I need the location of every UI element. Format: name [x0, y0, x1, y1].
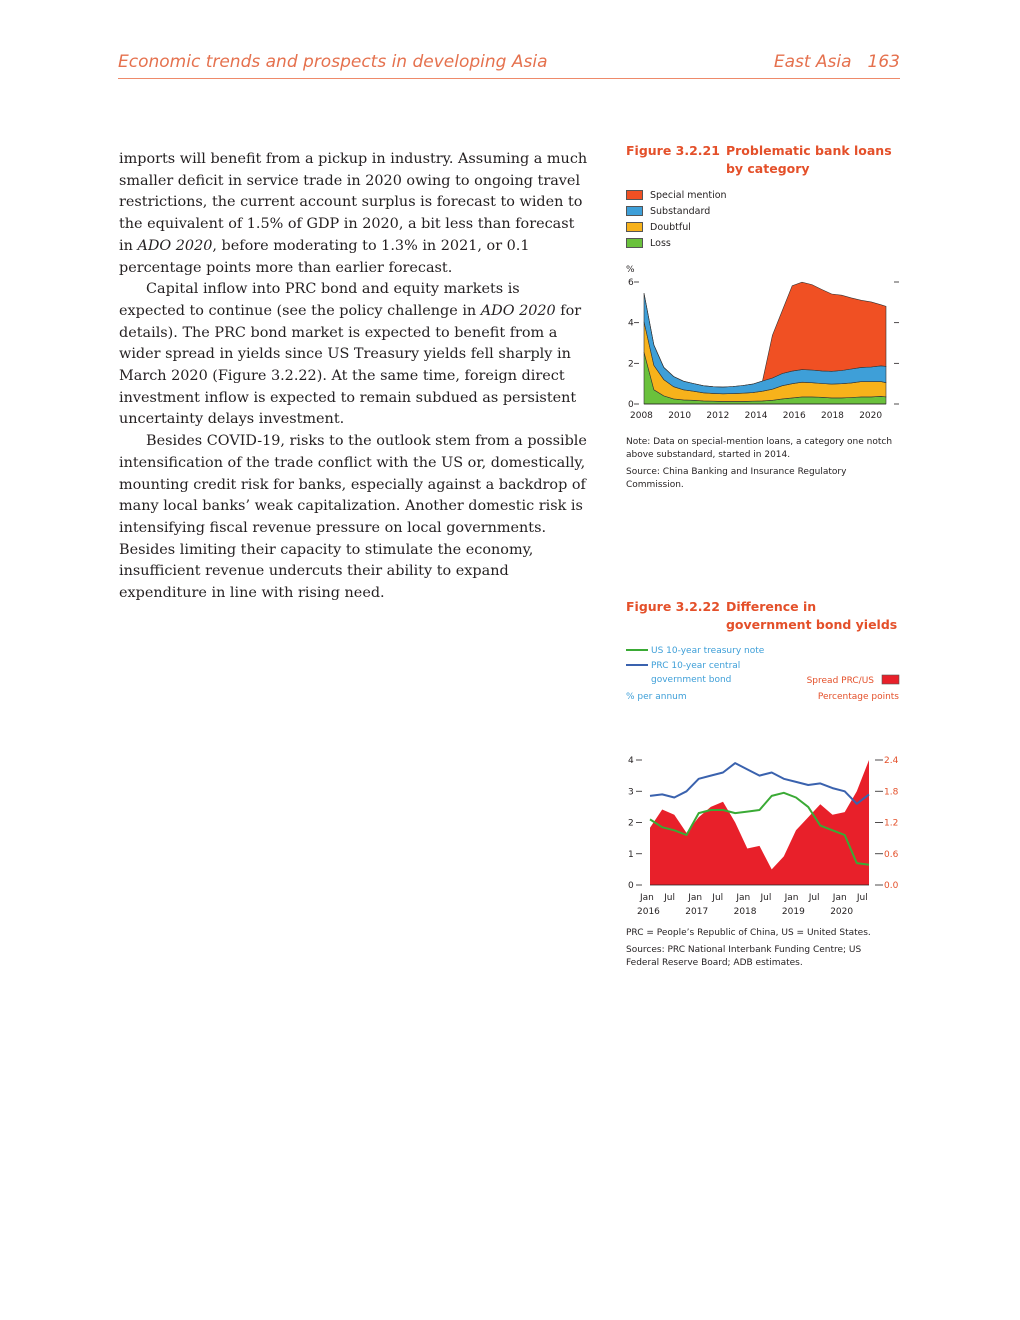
legend-swatch: [626, 190, 643, 200]
right-tick-label: 1.8: [884, 787, 899, 798]
y-tick-label: 0: [628, 400, 634, 410]
x-tick-label: 2008: [630, 411, 653, 421]
header-title: Economic trends and prospects in developing Asia: [118, 52, 548, 72]
x-month-label: Jan: [640, 893, 654, 903]
bank-loans-chart: [626, 257, 902, 432]
legend-swatch: [626, 222, 643, 232]
y-tick-label: 2: [628, 359, 634, 370]
figure-bank-loans: [626, 142, 902, 492]
right-tick-label: 1.2: [884, 818, 899, 829]
x-tick-label: 2012: [706, 411, 730, 421]
figure-bond-yields: [626, 598, 902, 970]
paragraph-1: imports will benefit from a pickup in industry. Assuming a much smaller deficit in service trade in 2020 owing to ongoing travel restrictions, the current account surplus is forecast to widen to the equivalent of 1.5% of GDP in 2020, a bit less than forecast in ADO 2020, before moderating to 1.3% in 2021, or 0.1 percentage points more than earlier forecast.: [119, 151, 588, 276]
figure-note: Note: Data on special-mention loans, a category one notch above substandard, started in 2014.: [626, 437, 893, 460]
x-year-label: 2020: [830, 907, 854, 917]
x-year-label: 2018: [733, 907, 757, 917]
x-month-label: Jul: [808, 893, 820, 903]
y-tick-label: 6: [628, 278, 634, 288]
right-axis-label: Percentage points: [817, 692, 899, 702]
prc-yield-line: [650, 763, 869, 804]
legend-prc-label: PRC 10-year central government bond: [651, 661, 741, 685]
x-year-label: 2016: [637, 907, 660, 917]
right-tick-label: 0.6: [884, 849, 899, 860]
left-axis-label: % per annum: [626, 692, 687, 702]
header-right: [774, 52, 900, 72]
legend-loss: Loss: [626, 235, 902, 251]
legend-spread-swatch: [882, 675, 899, 684]
x-month-label: Jul: [664, 893, 675, 903]
x-month-label: Jan: [688, 893, 703, 903]
legend-us-label: US 10-year treasury note: [651, 646, 765, 656]
y-tick-label: 4: [628, 318, 634, 329]
x-month-label: Jul: [760, 893, 772, 903]
legend-substandard: Substandard: [626, 203, 902, 219]
legend-swatch: [626, 206, 643, 216]
x-tick-label: 2010: [668, 411, 692, 421]
x-month-label: Jul: [856, 893, 868, 903]
x-month-label: Jul: [712, 893, 724, 903]
figure-source: Source: China Banking and Insurance Regulatory Commission.: [626, 467, 847, 490]
spread-area: [650, 760, 869, 885]
paragraph-2: Capital inflow into PRC bond and equity markets is expected to continue (see the policy challenge in ADO 2020 for details). The PRC bond market is expected to benefit from a wider spread in yields since US Treasury yields fell sharply in March 2020 (Figure 3.2.22). At the same time, foreign direct investment inflow is expected to remain subdued as persistent uncertainty delays investment.: [119, 281, 582, 428]
figure-title: Figure 3.2.21 Problematic bank loans by category: [626, 143, 892, 176]
x-month-label: Jan: [736, 893, 751, 903]
x-month-label: Jan: [832, 893, 847, 903]
legend-spread-label: Spread PRC/US: [806, 676, 874, 686]
paragraph-3: Besides COVID-19, risks to the outlook stem from a possible intensification of the trade conflict with the US or, domestically, mounting credit risk for banks, especially against a backdrop of many local banks’ weak capitalization. Another domestic risk is intensifying fiscal revenue pressure on local governments. Besides limiting their capacity to stimulate the economy, insufficient revenue undercuts their ability to expand expenditure in line with rising need.: [119, 433, 587, 602]
x-tick-label: 2020: [859, 411, 883, 421]
x-year-label: 2017: [685, 907, 709, 917]
figure-source: Sources: PRC National Interbank Funding Centre; US Federal Reserve Board; ADB estimates.: [626, 945, 862, 968]
legend-doubtful: Doubtful: [626, 219, 902, 235]
left-tick-label: 2: [628, 818, 634, 829]
page-number: 163: [867, 52, 900, 72]
figure-title: Figure 3.2.22 Difference in government bond yields: [626, 599, 898, 632]
left-tick-label: 4: [628, 756, 634, 766]
x-tick-label: 2018: [821, 411, 844, 421]
header-section: East Asia: [773, 52, 852, 72]
bond-yield-chart: [626, 640, 902, 925]
figure-abbreviations: PRC = People’s Republic of China, US = United States.: [626, 928, 871, 938]
legend-special-mention: Special mention: [626, 187, 902, 203]
left-tick-label: 0: [628, 881, 634, 891]
x-tick-label: 2014: [744, 411, 768, 421]
left-tick-label: 1: [628, 849, 634, 860]
x-tick-label: 2016: [782, 411, 806, 421]
x-year-label: 2019: [781, 907, 805, 917]
chart-legend: [626, 187, 902, 251]
right-tick-label: 2.4: [884, 756, 899, 766]
x-month-label: Jan: [784, 893, 799, 903]
running-header: [118, 50, 900, 79]
left-tick-label: 3: [628, 787, 634, 798]
body-text: [119, 149, 589, 605]
legend-swatch: [626, 238, 643, 248]
y-unit-label: %: [626, 265, 635, 275]
right-tick-label: 0.0: [884, 881, 899, 891]
